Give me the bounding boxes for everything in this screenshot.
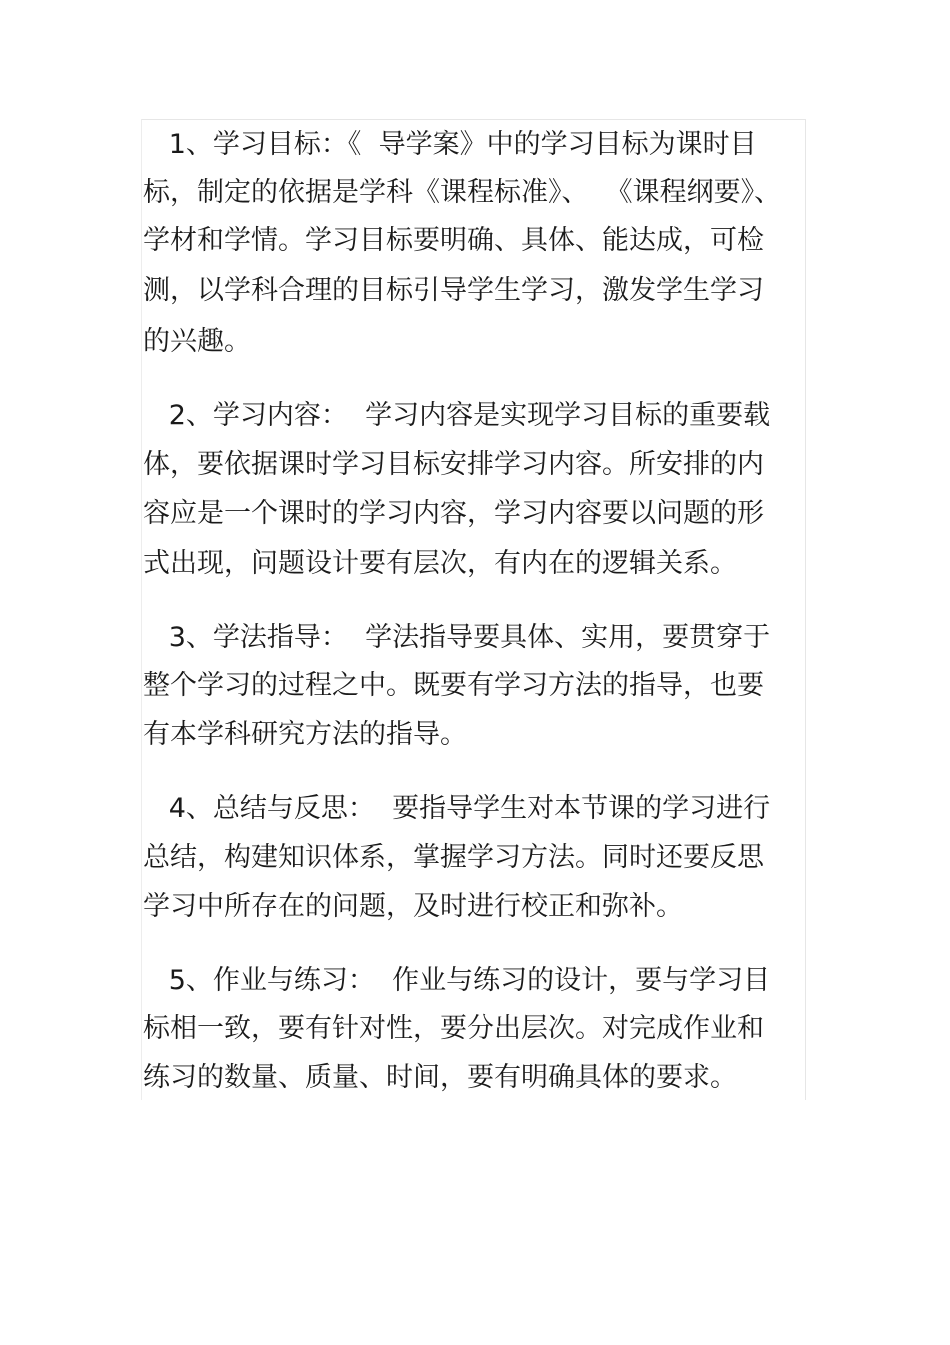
paragraph-1-line-4: 测，以学科合理的目标引导学生学习，激发学生学习 <box>143 275 764 306</box>
paragraph-2-line-2: 体，要依据课时学习目标安排学习内容。所安排的内 <box>143 449 764 480</box>
paragraph-3-line-2: 整个学习的过程之中。既要有学习方法的指导，也要 <box>143 670 764 701</box>
paragraph-2-line-4: 式出现，问题设计要有层次，有内在的逻辑关系。 <box>143 548 737 579</box>
paragraph-3-line-3: 有本学科研究方法的指导。 <box>143 719 467 750</box>
paragraph-4-line-3: 学习中所存在的问题，及时进行校正和弥补。 <box>143 891 683 922</box>
page-frame <box>141 119 806 1100</box>
paragraph-1-line-2: 标，制定的依据是学科《课程标准》、 《课程纲要》、 <box>143 177 782 208</box>
paragraph-1-line-1: 1、学习目标：《 导学案》中的学习目标为课时目 <box>143 129 757 160</box>
paragraph-4-line-1: 4、总结与反思： 要指导学生对本节课的学习进行 <box>143 793 771 824</box>
paragraph-5-line-3: 练习的数量、质量、时间，要有明确具体的要求。 <box>143 1062 737 1093</box>
paragraph-5-line-1: 5、作业与练习： 作业与练习的设计，要与学习目 <box>143 965 771 996</box>
paragraph-2-line-3: 容应是一个课时的学习内容，学习内容要以问题的形 <box>143 498 764 529</box>
paragraph-1-line-3: 学材和学情。学习目标要明确、具体、能达成，可检 <box>143 225 764 256</box>
paragraph-3-line-1: 3、学法指导： 学法指导要具体、实用，要贯穿于 <box>143 622 771 653</box>
paragraph-2-line-1: 2、学习内容： 学习内容是实现学习目标的重要载 <box>143 400 771 431</box>
paragraph-4-line-2: 总结，构建知识体系，掌握学习方法。同时还要反思 <box>143 842 764 873</box>
paragraph-1-line-5: 的兴趣。 <box>143 326 251 357</box>
paragraph-5-line-2: 标相一致，要有针对性，要分出层次。对完成作业和 <box>143 1013 764 1044</box>
